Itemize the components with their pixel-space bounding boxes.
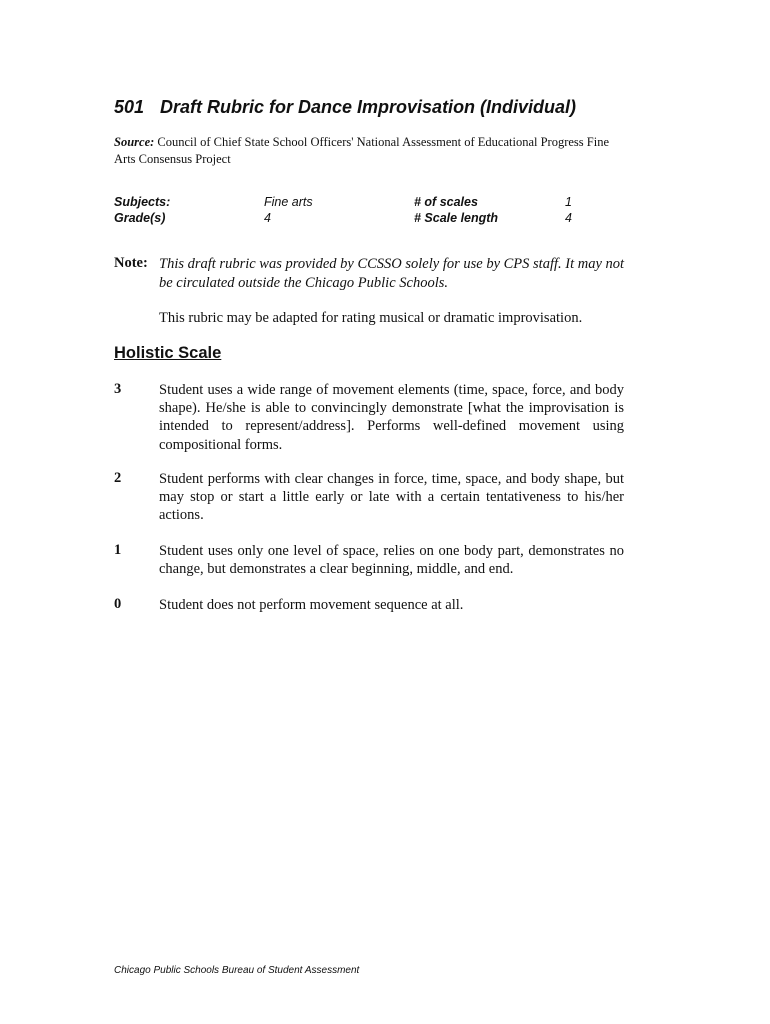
meta-values-right xyxy=(565,194,572,226)
score-1: 1 xyxy=(114,542,122,558)
source-line xyxy=(114,134,630,168)
score-0-description: Student does not perform movement sequence at all. xyxy=(159,597,464,613)
score-0: 0 xyxy=(114,596,122,612)
document-title xyxy=(114,97,576,118)
score-1-description: Student uses only one level of space, relies on one body part, demonstrates no change, but demonstrates a clear beginning, middle, and end. xyxy=(159,543,624,578)
source-label: Source: xyxy=(114,135,155,149)
grades-value: 4 xyxy=(264,211,271,225)
scale-length-label: # Scale length xyxy=(414,211,499,225)
score-2: 2 xyxy=(114,470,122,486)
note-label: Note: xyxy=(114,255,148,271)
score-3-description: Student uses a wide range of movement elements (time, space, force, and body shape). He/she is able to convincingly demonstrate [what the improvisation is intended to represent/address]. Performs well-defined movement using compositional forms. xyxy=(159,382,624,453)
section-heading: Holistic Scale xyxy=(114,344,222,362)
meta-labels-right xyxy=(414,194,498,226)
note-italic-text: This draft rubric was provided by CCSSO solely for use by CPS staff. It may not be circulated outside the Chicago Public Schools. xyxy=(159,256,625,291)
grades-label: Grade(s) xyxy=(114,211,166,225)
document-number: 501 xyxy=(114,97,145,117)
score-3: 3 xyxy=(114,381,122,397)
note-plain-text: This rubric may be adapted for rating musical or dramatic improvisation. xyxy=(159,310,583,326)
num-scales-value: 1 xyxy=(565,195,572,209)
meta-values-left xyxy=(264,194,313,226)
meta-labels-left xyxy=(114,194,170,226)
scale-length-value: 4 xyxy=(565,211,572,225)
num-scales-label: # of scales xyxy=(414,195,478,209)
subjects-value: Fine arts xyxy=(264,195,313,209)
source-text: Council of Chief State School Officers' National Assessment of Educational Progress Fine Arts Consensus Project xyxy=(114,135,610,166)
document-title-text: Draft Rubric for Dance Improvisation (Individual) xyxy=(160,97,577,117)
subjects-label: Subjects: xyxy=(114,195,171,209)
score-2-description: Student performs with clear changes in force, time, space, and body shape, but may stop or start a little early or late with a certain tentativeness to his/her actions. xyxy=(159,471,624,524)
page-footer: Chicago Public Schools Bureau of Student Assessment xyxy=(114,965,360,976)
